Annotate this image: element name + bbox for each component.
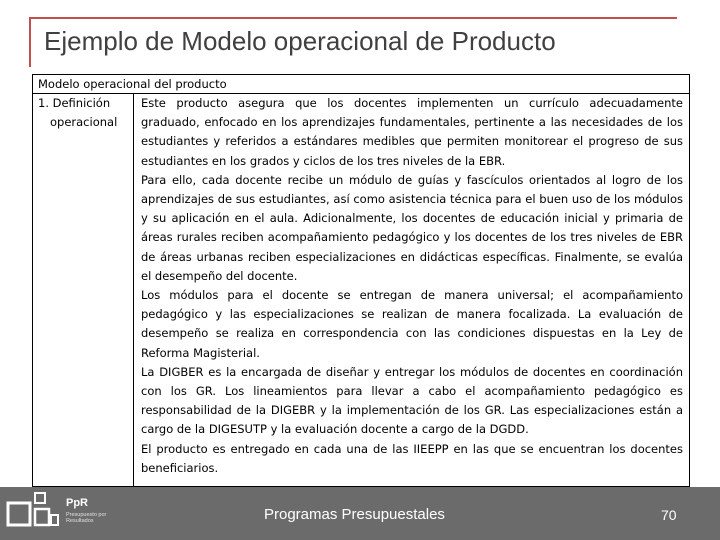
ppr-logo-icon — [6, 491, 60, 535]
row-label-line2: operacional — [50, 115, 118, 129]
operational-model-table — [32, 74, 690, 487]
row-label — [33, 94, 134, 486]
logo-title: PpR — [66, 497, 88, 509]
paragraph: Este producto asegura que los docentes implementen un currículo adecuadamente graduado, enfocado en los aprendizajes fundamentales, pertinente a las necesidades de los estudiantes y referidos a estándares medibles que permiten monitorear el progreso de sus estudiantes en los grados y ciclos de los tres niveles de la EBR. — [141, 96, 683, 168]
row-content — [141, 94, 683, 478]
footer-program-label: Programas Presupuestales — [264, 506, 445, 523]
page-title: Ejemplo de Modelo operacional de Producto — [44, 26, 556, 56]
title-accent-line — [29, 17, 677, 19]
title-accent-bar — [29, 17, 31, 67]
paragraph: Los módulos para el docente se entregan de manera universal; el acompañamiento pedagógico y las especializaciones se realizan de manera focalizada. La evaluación de desempeño se realiza en correspondencia con las condiciones dispuestas en la Ley de Reforma Magisterial. — [141, 288, 683, 360]
table-heading: Modelo operacional del producto — [33, 75, 689, 94]
paragraph: La DIGBER es la encargada de diseñar y entregar los módulos de docentes en coordinación con los GR. Los lineamientos para llevar a cabo el acompañamiento pedagógico es responsabilidad de la DIGEBR y la implementación de los GR. Las especializaciones están a cargo de la DIGESUTP y la evaluación docente a cargo de la DGDD. — [141, 364, 683, 437]
page-number: 70 — [661, 507, 677, 523]
paragraph: El producto es entregado en cada una de las IIEEPP en las que se encuentran los docentes beneficiarios. — [141, 441, 683, 475]
paragraph: Para ello, cada docente recibe un módulo de guías y fascículos orientados al logro de los aprendizajes de sus estudiantes, así como asistencia técnica para el buen uso de los módulos y su aplicación en el aula. Adicionalmente, los docentes de educación inicial y primaria de áreas rurales reciben acompañamiento pedagógico y los docentes de los tres niveles de EBR de áreas urbanas reciben especializaciones en didácticas específicas. Finalmente, se evalúa el desempeño del docente. — [141, 172, 683, 283]
row-label-line1: 1. Definición — [38, 96, 111, 110]
logo-subtitle: Presupuesto por Resultados — [66, 512, 107, 524]
